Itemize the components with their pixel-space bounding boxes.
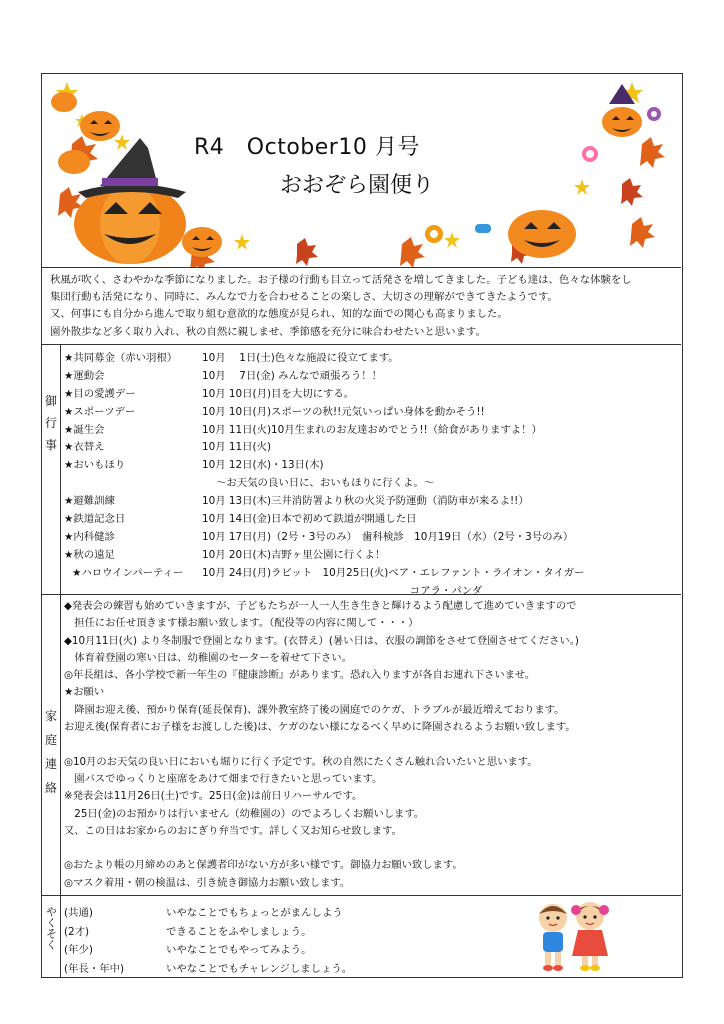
newsletter-sheet [41,73,683,978]
event-detail: 10月 1日(土)色々な施設に役立てます。 [202,352,399,364]
contact-line: ◎マスク着用・朝の検温は、引き続き御協力お願い致します。 [64,876,351,889]
intro-line: 集団行動も活発になり、同時に、みんなで力を合わせることの楽しさ、大切さの理解ができてきたようです。 [50,291,558,304]
event-detail: ～お天気の良い日に、おいもほりに行くよ。～ [216,477,435,490]
contact-line: 25日(金)のお預かりは行いません（幼稚園の）のでよろしくお願いします。 [64,807,425,820]
contact-line: ※発表会は11月26日(土)です。25日(金)は前日リハーサルです。 [64,790,363,803]
contact-line: 降園お迎え後、預かり保育(延長保育)、課外教室終了後の園庭でのケガ、トラブルが最近増えております。 [64,703,565,716]
event-name: ★避難訓練 [64,495,115,508]
newsletter-title-name: おおぞら園便り [280,173,435,198]
contact-line: 体育着登園の寒い日は、幼稚園のセーターを着せて下さい。 [64,651,352,664]
event-name: ★誕生会 [64,423,105,436]
contact-line: ◆10月11日(火) より冬制服で登園となります。(衣替え）(暑い日は、衣服の調節をさせて登園させてください。) [64,634,579,647]
home-contact-notes [64,598,676,892]
event-detail: 10月 14日(金)日本で初めて鉄道が開通した日 [202,513,417,526]
event-name: ★運動会 [64,369,105,382]
intro-line: 園外散歩など多く取り入れ、秋の自然に親しませ、季節感を充分に味合わせたいと思います。 [50,325,486,338]
event-name: ★スポーツデー [64,405,136,418]
events-section-label: 御 行 事 [44,394,57,452]
contact-line: 園バスでゆっくりと座席をあけて畑まで行きたいと思っています。 [64,772,383,785]
contact-line: 担任にお任せ頂きます様お願い致します。（配役等の内容に関して・・・） [64,617,419,630]
contact-line: お迎え後(保育者にお子様をお渡しした後)は、ケガのない様になるべく早めに降園されるようお願い致します。 [64,721,576,734]
halloween-banner [42,74,681,268]
event-name: ★鉄道記念日 [64,513,126,526]
event-detail: 10月 11日(火) [202,441,272,454]
contact-line: ◎年長組は、各小学校で新一年生の『健康診断』があります。恐れ入りますが各自お連れ下さいませ。 [64,669,536,682]
event-name: ★内科健診 [64,530,115,543]
contact-section-label: 家 庭 連 絡 [44,709,57,795]
promise-text: いやなことでもちょっとがまんしよう [166,907,343,919]
event-detail: 10月 20日(木)吉野ヶ里公園に行くよ！ [202,548,386,561]
newsletter-title-month: R4 October10 月号 [194,135,420,160]
intro-line: 又、何事にも自分から進んで取り組む意欲的な態度が見られ、知的な面での関心も高まりました。 [50,308,508,321]
event-detail: 10月 11日(火)10月生まれのお友達おめでとう!!（給食がありますよ！） [202,423,542,436]
event-detail: 10月 10日(月)目を大切にする。 [202,387,355,400]
promise-group: (共通) [64,907,93,919]
event-name: ★秋の遠足 [64,548,115,561]
contact-line [64,840,676,857]
divider [42,267,681,268]
promise-group: (年少) [64,944,93,957]
event-detail: コアラ・パンダ [202,584,483,597]
event-detail: 10月 10日(月)スポーツの秋!!元気いっぱい身体を動かそう!! [202,405,485,418]
contact-line: ◎10月のお天気の良い日においも堀りに行く予定です。秋の自然にたくさん触れ合いたいと思います。 [64,755,538,768]
contact-line: ◆発表会の練習も始めていきますが、子どもたちが一人一人生き生きと輝けるよう配慮して進めていきますので [64,600,577,612]
children-illustration-icon [528,896,616,974]
contact-line: 又、この日はお家からのおにぎり弁当です。詳しく又お知らせ致します。 [64,824,402,837]
promise-text: いやなことでもやってみよう。 [166,944,312,957]
event-detail: 10月 13日(木)三井消防署より秋の火災予防運動（消防車が来るよ!!） [202,495,529,508]
intro-line: 秋風が吹く、さわやかな季節になりました。お子様の行動も目立って活発さを増してきました。子ども達は、色々な体験をし [50,274,632,286]
event-name: ★おいもほり [64,459,126,472]
event-detail: 10月 24日(月)ラビット 10月25日(火)ベア・エレファント・ライオン・タイガー [202,566,585,579]
event-name: ★ハロウインパーティー [72,566,184,579]
event-detail: 10月 17日(月)（2号・3号のみ） 歯科検診 10月19日（水）（2号・3号のみ） [202,530,574,543]
event-name: ★目の愛護デー [64,387,136,400]
event-name: ★共同募金（赤い羽根） [64,352,178,364]
contact-line [64,736,676,753]
promise-text: いやなことでもチャレンジしましょう。 [166,963,353,976]
goals-section-label: やくそく [44,906,58,950]
event-detail: 10月 7日(金) みんなで頑張ろう！！ [202,369,383,382]
contact-line: ◎おたより帳の月締めのあと保護者印がない方が多い様です。御協力お願い致します。 [64,859,463,872]
promise-group: (2才) [64,925,90,938]
promise-group: (年長・年中) [64,963,125,976]
divider [42,344,681,345]
contact-line: ★お願い [64,686,105,699]
event-name: ★衣替え [64,441,105,454]
event-detail: 10月 12日(水)・13日(木) [202,459,324,472]
promise-text: できることをふやしましょう。 [166,925,312,938]
intro-paragraph [50,272,678,341]
